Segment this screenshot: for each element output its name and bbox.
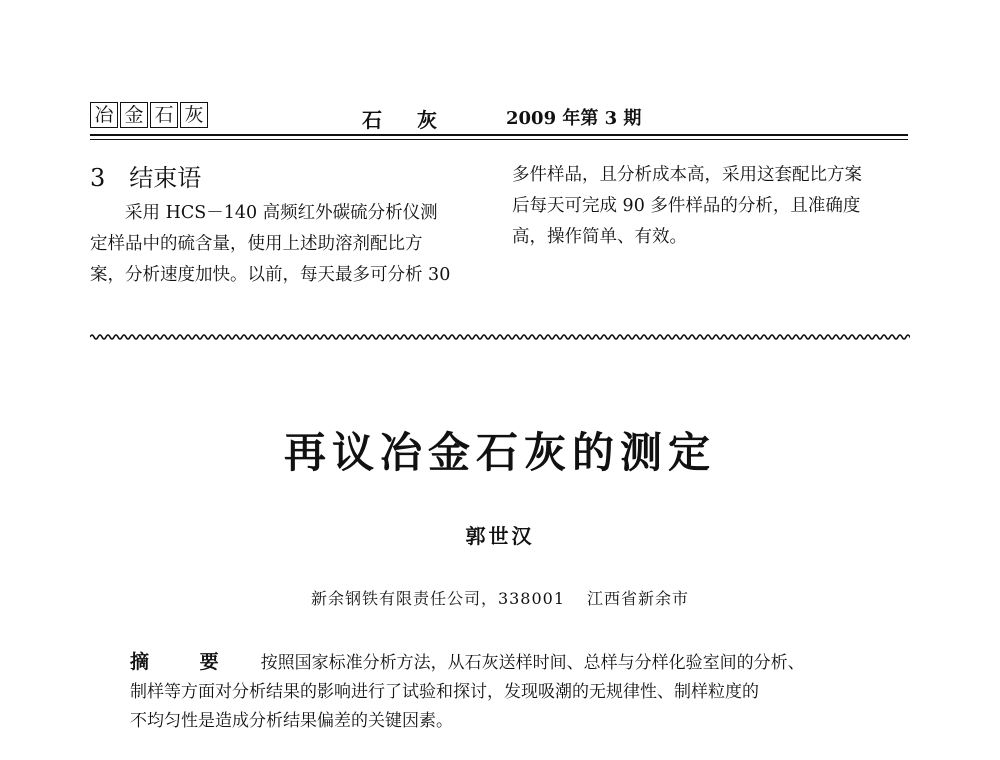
header-rule-thin [90, 139, 908, 140]
article-title: 再议冶金石灰的测定 [283, 428, 716, 477]
paragraph-line: 后每天可完成 90 多件样品的分析，且准确度 [512, 196, 861, 216]
section-tag [90, 102, 208, 128]
header-rule [90, 134, 908, 136]
section-title: 结束语 [129, 164, 202, 192]
abstract [130, 648, 870, 736]
paragraph-line: 多件样品，且分析成本高，采用这套配比方案 [512, 165, 862, 185]
issue-number: 2009 年第 3 期 [506, 108, 642, 129]
section-char: 冶 [90, 102, 118, 128]
paragraph-line: 采用 HCS－140 高频红外碳硫分析仪测 [125, 203, 438, 223]
paragraph-line: 高，操作简单、有效。 [512, 227, 687, 247]
author-name: 郭世汉 [465, 524, 535, 548]
abstract-line: 制样等方面对分析结果的影响进行了试验和探讨，发现吸潮的无规律性、制样粒度的 [130, 682, 759, 702]
abstract-text: 按照国家标准分析方法，从石灰送样时间、总样与分样化验室间的分析、 [260, 653, 805, 673]
journal-name: 石 灰 [362, 108, 451, 132]
abstract-label: 摘 要 [130, 651, 241, 673]
section-char: 石 [150, 102, 178, 128]
conclusion-column-right [512, 160, 910, 253]
running-header [90, 98, 908, 132]
affiliation [0, 586, 1000, 609]
affiliation-place: 江西省新余市 [587, 589, 690, 608]
abstract-line: 不均匀性是造成分析结果偏差的关键因素。 [130, 711, 453, 731]
section-char: 灰 [180, 102, 208, 128]
section-char: 金 [120, 102, 148, 128]
section-number: 3 [90, 164, 106, 192]
wavy-divider [90, 331, 910, 343]
paragraph-line: 定样品中的硫含量，使用上述助溶剂配比方 [90, 234, 423, 254]
affiliation-org: 新余钢铁有限责任公司，338001 [310, 589, 566, 608]
conclusion-column-left [90, 160, 484, 291]
paragraph-line: 案，分析速度加快。以前，每天最多可分析 30 [90, 265, 451, 285]
section-heading [90, 160, 484, 196]
abstract-line [130, 648, 870, 678]
